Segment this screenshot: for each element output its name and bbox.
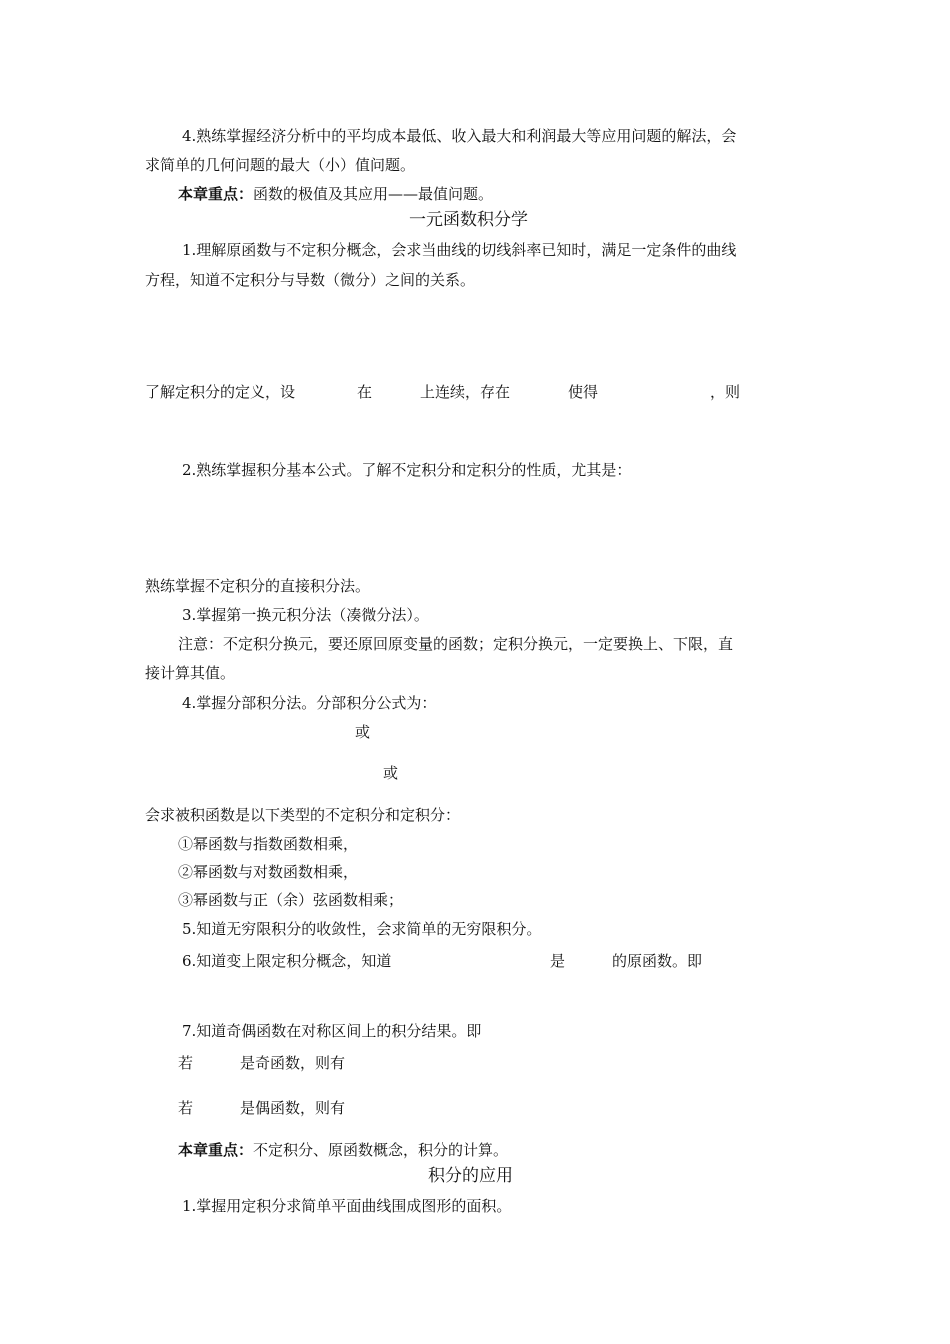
application-item-1: 1.掌握用定积分求简单平面曲线围成图形的面积。 bbox=[182, 1197, 512, 1215]
integrand-type-2: ②幂函数与对数函数相乘， bbox=[178, 863, 359, 881]
definite-integral-def-e: ，则 bbox=[710, 383, 741, 401]
section-heading-integral: 一元函数积分学 bbox=[409, 210, 528, 230]
para-item-6-a: 6.知道变上限定积分概念，知道 bbox=[182, 952, 392, 970]
even-function-text: 是偶函数，则有 bbox=[240, 1099, 346, 1117]
para-item-1-cont: 方程，知道不定积分与导数（微分）之间的关系。 bbox=[145, 271, 476, 289]
definite-integral-def-a: 了解定积分的定义，设 bbox=[145, 383, 296, 401]
chapter-focus-label-2: 本章重点： bbox=[178, 1141, 254, 1159]
para-item-6-b: 是 bbox=[550, 952, 566, 970]
chapter-focus-1 bbox=[178, 184, 493, 204]
definite-integral-def-c: 上连续，存在 bbox=[420, 383, 511, 401]
para-item-5: 5.知道无穷限积分的收敛性，会求简单的无穷限积分。 bbox=[182, 920, 542, 938]
definite-integral-def-d: 使得 bbox=[568, 383, 599, 401]
odd-function-if: 若 bbox=[178, 1054, 194, 1072]
para-item-4: 4.熟练掌握经济分析中的平均成本最低、收入最大和利润最大等应用问题的解法，会 bbox=[182, 127, 737, 145]
direct-integration: 熟练掌握不定积分的直接积分法。 bbox=[145, 577, 371, 595]
chapter-focus-label: 本章重点： bbox=[178, 185, 254, 203]
integrand-type-3: ③幂函数与正（余）弦函数相乘； bbox=[178, 891, 404, 909]
chapter-focus-text: 函数的极值及其应用——最值问题。 bbox=[253, 185, 494, 203]
integrand-types-intro: 会求被积函数是以下类型的不定积分和定积分： bbox=[145, 806, 461, 824]
para-item-1: 1.理解原函数与不定积分概念，会求当曲线的切线斜率已知时，满足一定条件的曲线 bbox=[182, 241, 737, 259]
para-item-6-c: 的原函数。即 bbox=[612, 952, 703, 970]
note-substitution: 注意：不定积分换元，要还原回原变量的函数；定积分换元，一定要换上、下限，直 bbox=[178, 635, 734, 653]
chapter-focus-2 bbox=[178, 1140, 508, 1160]
or-label-1: 或 bbox=[355, 723, 371, 741]
para-item-4-cont: 求简单的几何问题的最大（小）值问题。 bbox=[145, 156, 416, 174]
para-item-2: 2.熟练掌握积分基本公式。了解不定积分和定积分的性质，尤其是： bbox=[182, 461, 632, 479]
section-heading-applications: 积分的应用 bbox=[428, 1166, 513, 1186]
even-function-if: 若 bbox=[178, 1099, 194, 1117]
para-item-7: 7.知道奇偶函数在对称区间上的积分结果。即 bbox=[182, 1022, 482, 1040]
para-item-3: 3.掌握第一换元积分法（凑微分法）。 bbox=[182, 606, 429, 624]
odd-function-text: 是奇函数，则有 bbox=[240, 1054, 346, 1072]
para-item-4-parts: 4.掌握分部积分法。分部积分公式为： bbox=[182, 694, 437, 712]
definite-integral-def-b: 在 bbox=[357, 383, 373, 401]
integrand-type-1: ①幂函数与指数函数相乘， bbox=[178, 835, 359, 853]
note-substitution-cont: 接计算其值。 bbox=[145, 664, 236, 682]
chapter-focus-text-2: 不定积分、原函数概念，积分的计算。 bbox=[253, 1141, 509, 1159]
or-label-2: 或 bbox=[383, 764, 399, 782]
